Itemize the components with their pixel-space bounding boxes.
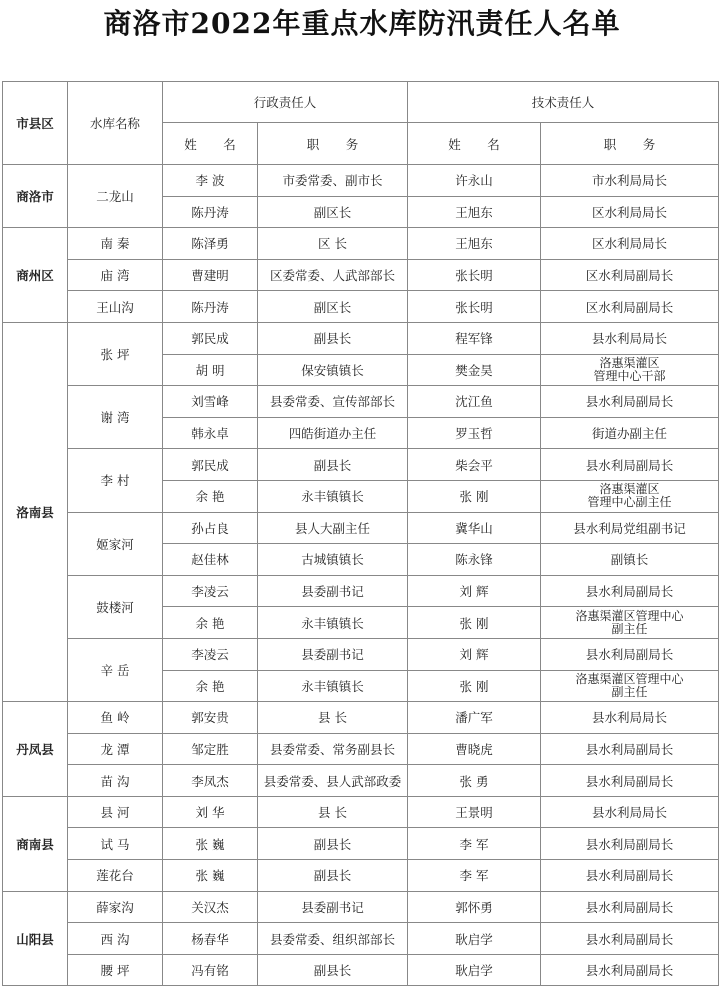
reservoir-name-cell: 莲花台 xyxy=(68,860,163,892)
reservoir-name-cell: 试 马 xyxy=(68,828,163,860)
table-row xyxy=(3,954,719,986)
header-tech-group: 技术责任人 xyxy=(408,82,719,123)
admin-name-cell: 张 巍 xyxy=(163,828,258,860)
table-row xyxy=(3,512,719,544)
tech-position-cell: 县水利局副局长 xyxy=(541,575,719,607)
admin-name-cell: 郭安贵 xyxy=(163,702,258,734)
tech-name-cell: 郭怀勇 xyxy=(408,891,541,923)
county-cell: 丹凤县 xyxy=(3,702,68,797)
reservoir-name-cell: 腰 坪 xyxy=(68,954,163,986)
admin-position-cell: 副县长 xyxy=(258,828,408,860)
tech-position-cell: 区水利局局长 xyxy=(541,196,719,228)
table-row xyxy=(3,449,719,481)
tech-position-cell: 县水利局副局长 xyxy=(541,765,719,797)
tech-position-cell: 县水利局副局长 xyxy=(541,449,719,481)
reservoir-name-cell: 王山沟 xyxy=(68,291,163,323)
admin-position-cell: 县 长 xyxy=(258,702,408,734)
tech-name-cell: 张 刚 xyxy=(408,607,541,639)
admin-name-cell: 孙占良 xyxy=(163,512,258,544)
tech-position-cell: 县水利局局长 xyxy=(541,796,719,828)
admin-name-cell: 刘 华 xyxy=(163,796,258,828)
tech-name-cell: 王旭东 xyxy=(408,196,541,228)
tech-name-cell: 李 军 xyxy=(408,828,541,860)
admin-position-cell: 县委常委、县人武部政委 xyxy=(258,765,408,797)
table-row xyxy=(3,638,719,670)
table-row xyxy=(3,228,719,260)
reservoir-name-cell: 薛家沟 xyxy=(68,891,163,923)
admin-position-cell: 四皓街道办主任 xyxy=(258,417,408,449)
county-cell: 商南县 xyxy=(3,796,68,891)
admin-position-cell: 县人大副主任 xyxy=(258,512,408,544)
header-region: 市县区 xyxy=(3,82,68,165)
admin-name-cell: 李凌云 xyxy=(163,575,258,607)
tech-name-cell: 刘 辉 xyxy=(408,575,541,607)
header-admin-group: 行政责任人 xyxy=(163,82,408,123)
reservoir-responsibility-table xyxy=(2,81,719,986)
tech-name-cell: 许永山 xyxy=(408,165,541,197)
admin-position-cell: 副县长 xyxy=(258,322,408,354)
tech-position-cell: 县水利局副局长 xyxy=(541,923,719,955)
tech-name-cell: 耿启学 xyxy=(408,954,541,986)
admin-position-cell: 县委常委、宣传部部长 xyxy=(258,386,408,418)
tech-position-cell: 区水利局局长 xyxy=(541,228,719,260)
admin-position-cell: 区委常委、人武部部长 xyxy=(258,259,408,291)
admin-position-cell: 永丰镇镇长 xyxy=(258,670,408,702)
reservoir-name-cell: 苗 沟 xyxy=(68,765,163,797)
table-row xyxy=(3,891,719,923)
admin-name-cell: 李凌云 xyxy=(163,638,258,670)
tech-position-cell: 县水利局局长 xyxy=(541,322,719,354)
county-cell: 山阳县 xyxy=(3,891,68,986)
admin-position-cell: 保安镇镇长 xyxy=(258,354,408,386)
tech-name-cell: 潘广军 xyxy=(408,702,541,734)
reservoir-name-cell: 鱼 岭 xyxy=(68,702,163,734)
table-row xyxy=(3,765,719,797)
table-row xyxy=(3,386,719,418)
tech-name-cell: 王景明 xyxy=(408,796,541,828)
table-row xyxy=(3,923,719,955)
tech-position-cell: 市水利局局长 xyxy=(541,165,719,197)
admin-name-cell: 韩永卓 xyxy=(163,417,258,449)
admin-position-cell: 县 长 xyxy=(258,796,408,828)
table-row xyxy=(3,575,719,607)
reservoir-name-cell: 谢 湾 xyxy=(68,386,163,449)
admin-name-cell: 李凤杰 xyxy=(163,765,258,797)
tech-position-cell: 区水利局副局长 xyxy=(541,291,719,323)
admin-position-cell: 县委副书记 xyxy=(258,638,408,670)
header-row-1 xyxy=(3,82,719,123)
admin-position-cell: 副区长 xyxy=(258,196,408,228)
admin-position-cell: 县委副书记 xyxy=(258,891,408,923)
tech-name-cell: 冀华山 xyxy=(408,512,541,544)
admin-name-cell: 余 艳 xyxy=(163,480,258,512)
tech-position-cell: 县水利局副局长 xyxy=(541,891,719,923)
tech-name-cell: 程军锋 xyxy=(408,322,541,354)
tech-position-cell: 县水利局党组副书记 xyxy=(541,512,719,544)
admin-name-cell: 张 巍 xyxy=(163,860,258,892)
admin-name-cell: 邹定胜 xyxy=(163,733,258,765)
table-row xyxy=(3,322,719,354)
reservoir-name-cell: 姬家河 xyxy=(68,512,163,575)
admin-position-cell: 永丰镇镇长 xyxy=(258,607,408,639)
admin-name-cell: 余 艳 xyxy=(163,670,258,702)
header-tech-position: 职 务 xyxy=(541,123,719,165)
tech-position-cell: 县水利局副局长 xyxy=(541,733,719,765)
table-row xyxy=(3,733,719,765)
admin-name-cell: 杨春华 xyxy=(163,923,258,955)
tech-name-cell: 张 刚 xyxy=(408,670,541,702)
tech-name-cell: 张 刚 xyxy=(408,480,541,512)
county-cell: 商洛市 xyxy=(3,165,68,228)
table-row xyxy=(3,860,719,892)
tech-position-cell: 街道办副主任 xyxy=(541,417,719,449)
admin-name-cell: 陈丹涛 xyxy=(163,291,258,323)
admin-position-cell: 副县长 xyxy=(258,954,408,986)
tech-position-cell: 县水利局副局长 xyxy=(541,386,719,418)
table-row xyxy=(3,702,719,734)
reservoir-name-cell: 辛 岳 xyxy=(68,638,163,701)
tech-name-cell: 李 军 xyxy=(408,860,541,892)
header-admin-position: 职 务 xyxy=(258,123,408,165)
tech-position-cell: 区水利局副局长 xyxy=(541,259,719,291)
tech-position-cell: 洛惠渠灌区 管理中心副主任 xyxy=(541,480,719,512)
tech-position-cell: 县水利局副局长 xyxy=(541,860,719,892)
tech-position-cell: 洛惠渠灌区 管理中心干部 xyxy=(541,354,719,386)
tech-name-cell: 张长明 xyxy=(408,259,541,291)
admin-position-cell: 县委常委、常务副县长 xyxy=(258,733,408,765)
header-reservoir: 水库名称 xyxy=(68,82,163,165)
header-tech-name: 姓 名 xyxy=(408,123,541,165)
header-admin-name: 姓 名 xyxy=(163,123,258,165)
admin-name-cell: 胡 明 xyxy=(163,354,258,386)
table-row xyxy=(3,259,719,291)
tech-position-cell: 县水利局副局长 xyxy=(541,954,719,986)
reservoir-name-cell: 西 沟 xyxy=(68,923,163,955)
reservoir-name-cell: 庙 湾 xyxy=(68,259,163,291)
admin-name-cell: 陈丹涛 xyxy=(163,196,258,228)
admin-position-cell: 县委常委、组织部部长 xyxy=(258,923,408,955)
admin-position-cell: 古城镇镇长 xyxy=(258,544,408,576)
reservoir-name-cell: 鼓楼河 xyxy=(68,575,163,638)
reservoir-name-cell: 二龙山 xyxy=(68,165,163,228)
reservoir-name-cell: 南 秦 xyxy=(68,228,163,260)
admin-name-cell: 刘雪峰 xyxy=(163,386,258,418)
admin-position-cell: 永丰镇镇长 xyxy=(258,480,408,512)
reservoir-name-cell: 龙 潭 xyxy=(68,733,163,765)
admin-name-cell: 曹建明 xyxy=(163,259,258,291)
admin-position-cell: 副区长 xyxy=(258,291,408,323)
tech-position-cell: 洛惠渠灌区管理中心 副主任 xyxy=(541,607,719,639)
admin-position-cell: 副县长 xyxy=(258,860,408,892)
table-row xyxy=(3,828,719,860)
admin-name-cell: 余 艳 xyxy=(163,607,258,639)
tech-name-cell: 樊金昊 xyxy=(408,354,541,386)
admin-position-cell: 副县长 xyxy=(258,449,408,481)
tech-name-cell: 曹晓虎 xyxy=(408,733,541,765)
admin-name-cell: 陈泽勇 xyxy=(163,228,258,260)
tech-position-cell: 洛惠渠灌区管理中心 副主任 xyxy=(541,670,719,702)
table-body xyxy=(3,165,719,986)
tech-position-cell: 县水利局副局长 xyxy=(541,638,719,670)
page-title: 商洛市2022年重点水库防汛责任人名单 xyxy=(103,7,621,40)
admin-name-cell: 郭民成 xyxy=(163,449,258,481)
tech-name-cell: 王旭东 xyxy=(408,228,541,260)
tech-name-cell: 柴会平 xyxy=(408,449,541,481)
admin-position-cell: 市委常委、副市长 xyxy=(258,165,408,197)
county-cell: 洛南县 xyxy=(3,322,68,701)
table-row xyxy=(3,291,719,323)
tech-name-cell: 罗玉哲 xyxy=(408,417,541,449)
reservoir-name-cell: 李 村 xyxy=(68,449,163,512)
tech-position-cell: 副镇长 xyxy=(541,544,719,576)
admin-name-cell: 冯有铭 xyxy=(163,954,258,986)
county-cell: 商州区 xyxy=(3,228,68,323)
tech-position-cell: 县水利局副局长 xyxy=(541,828,719,860)
reservoir-name-cell: 张 坪 xyxy=(68,322,163,385)
tech-name-cell: 张长明 xyxy=(408,291,541,323)
tech-name-cell: 陈永锋 xyxy=(408,544,541,576)
table-row xyxy=(3,796,719,828)
table-row xyxy=(3,165,719,197)
admin-name-cell: 赵佳林 xyxy=(163,544,258,576)
admin-name-cell: 李 波 xyxy=(163,165,258,197)
tech-name-cell: 沈江鱼 xyxy=(408,386,541,418)
tech-name-cell: 刘 辉 xyxy=(408,638,541,670)
admin-position-cell: 县委副书记 xyxy=(258,575,408,607)
tech-position-cell: 县水利局局长 xyxy=(541,702,719,734)
admin-name-cell: 关汉杰 xyxy=(163,891,258,923)
tech-name-cell: 耿启学 xyxy=(408,923,541,955)
tech-name-cell: 张 勇 xyxy=(408,765,541,797)
admin-name-cell: 郭民成 xyxy=(163,322,258,354)
admin-position-cell: 区 长 xyxy=(258,228,408,260)
reservoir-name-cell: 县 河 xyxy=(68,796,163,828)
